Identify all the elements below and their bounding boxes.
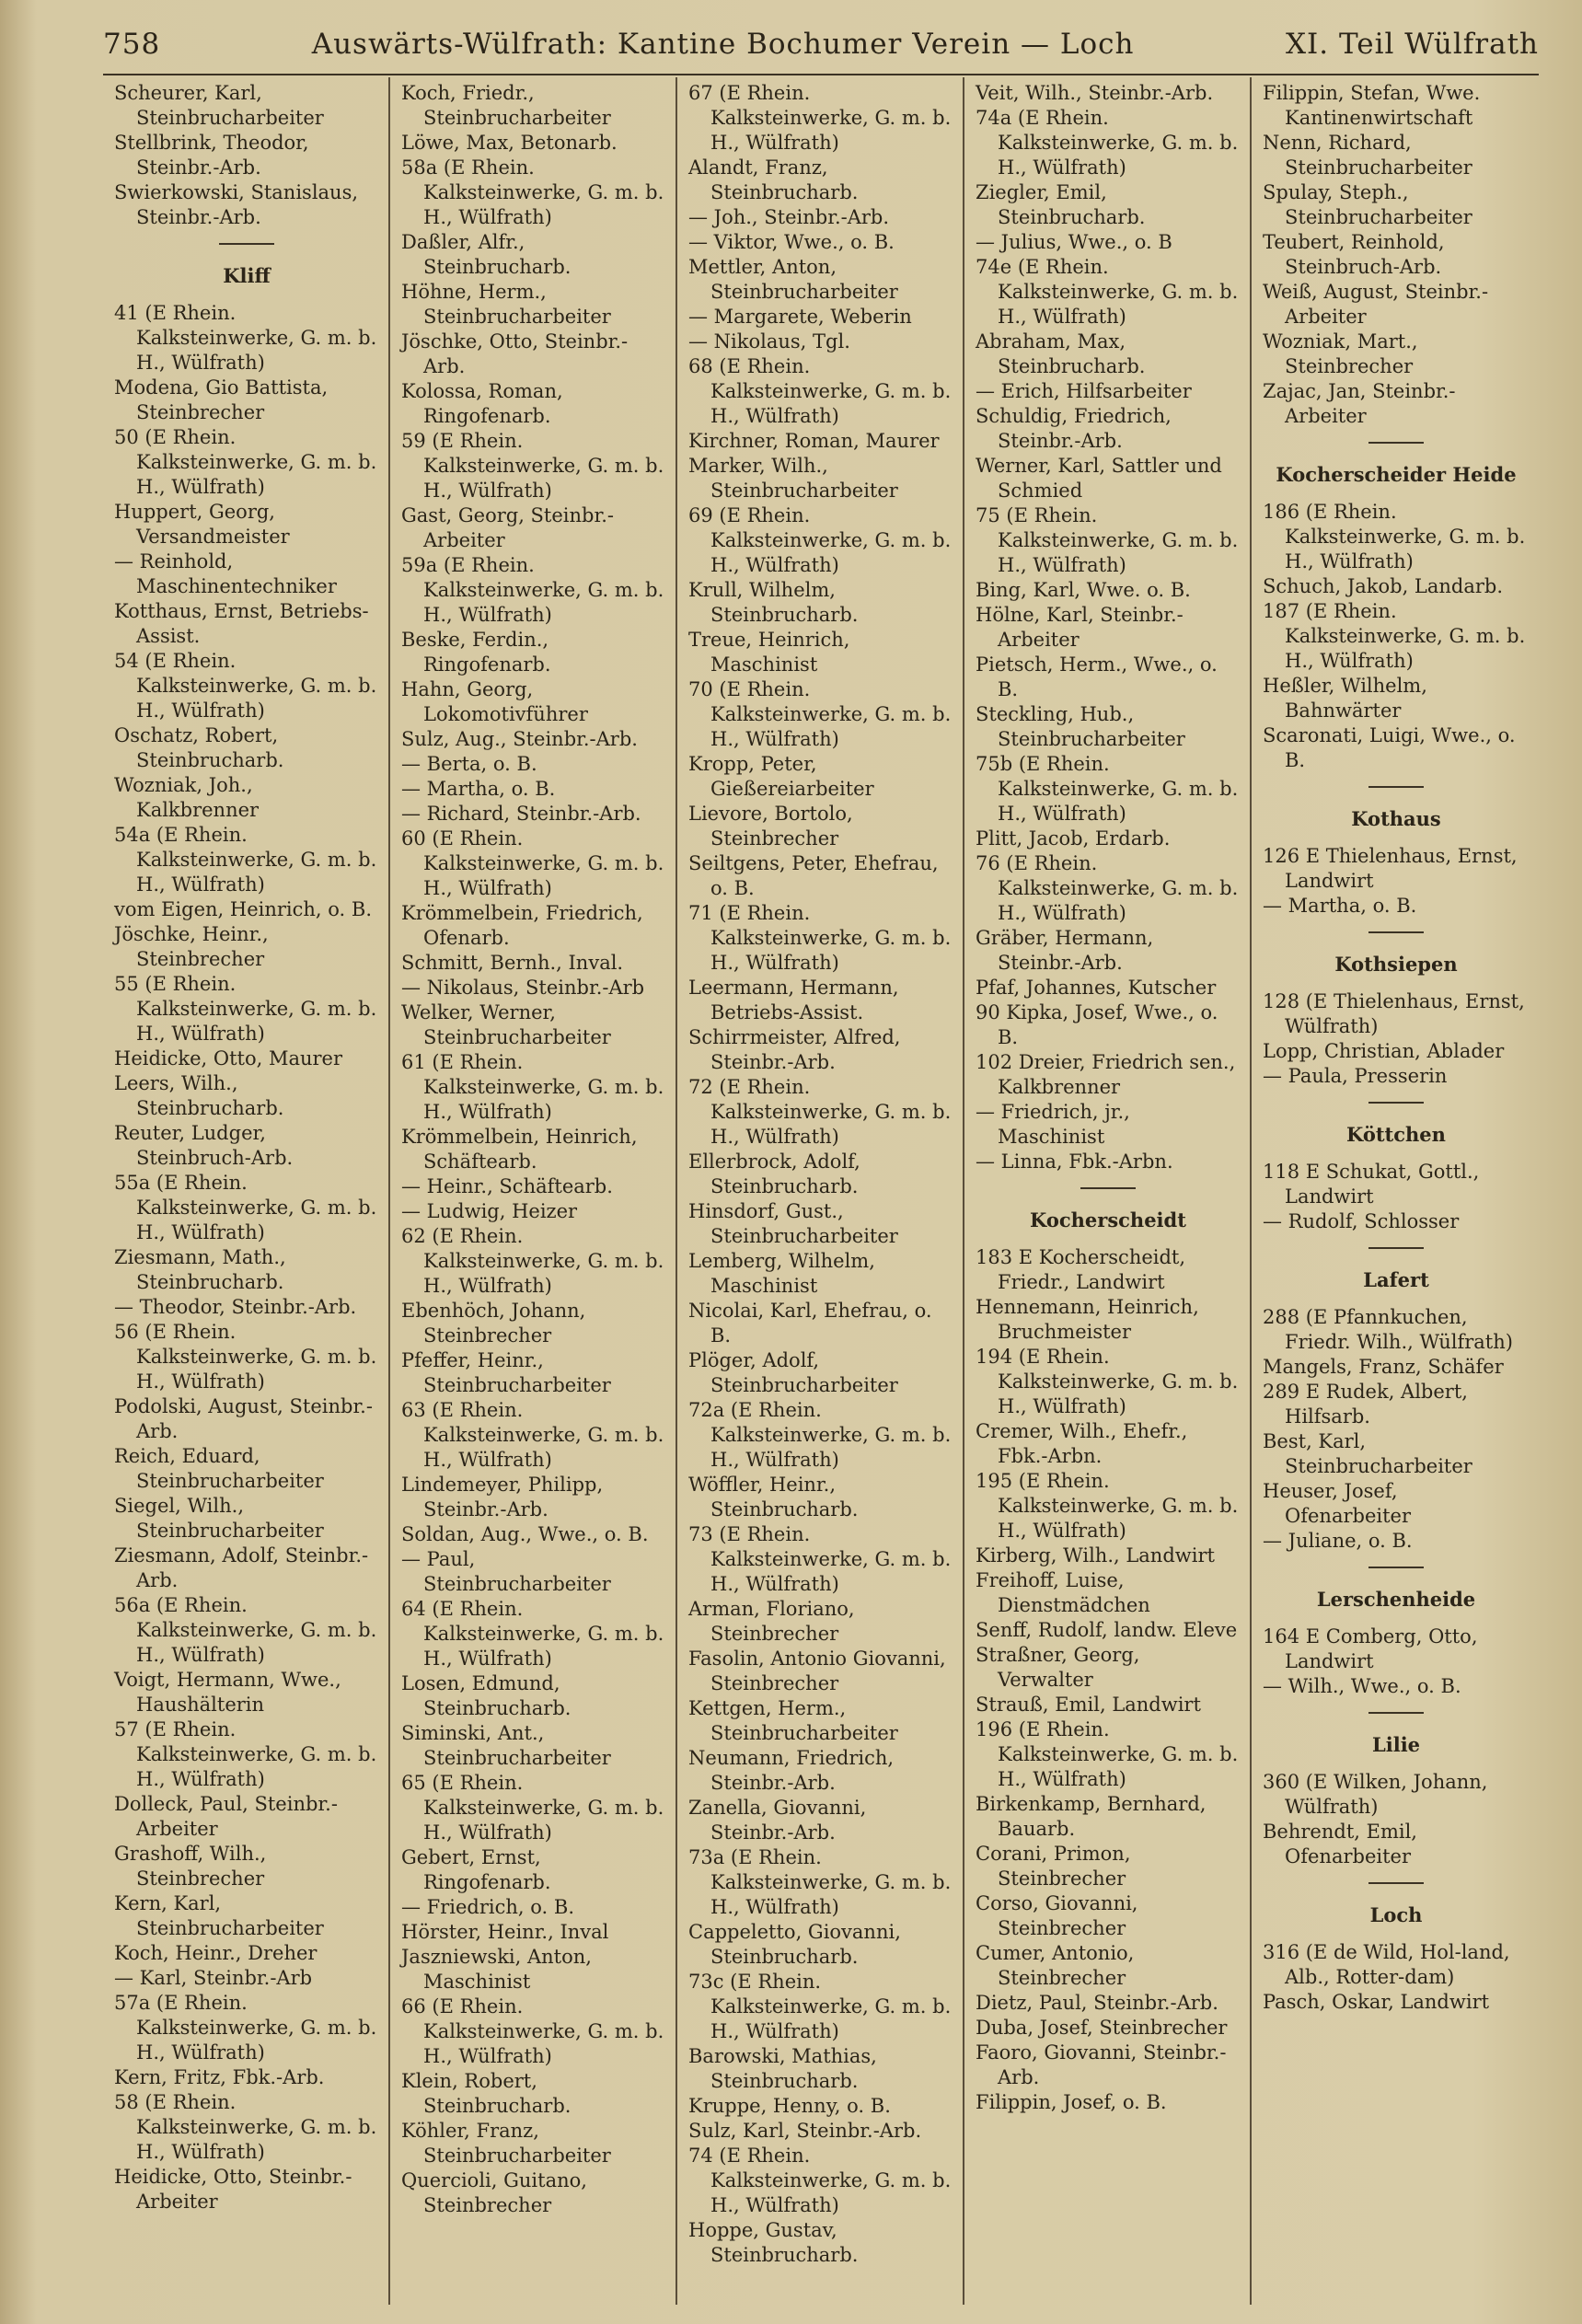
directory-entry: Schmitt, Bernh., Inval. [401,952,624,974]
directory-entry: — Heinr., Schäftearb. [401,1175,613,1197]
directory-entry: Weiß, August, Steinbr.-Arbeiter [1263,281,1489,328]
directory-entry: Treue, Heinrich, Maschinist [688,629,850,676]
directory-entry: — Wilh., Wwe., o. B. [1263,1675,1461,1697]
directory-entry: Faoro, Giovanni, Steinbr.-Arb. [976,2041,1227,2088]
directory-entry: Straßner, Georg, Verwalter [976,1644,1140,1691]
directory-entry: — Julius, Wwe., o. B [976,231,1172,253]
directory-entry: 55a (E Rhein. Kalksteinwerke, G. m. b. H., Wülfrath) [114,1172,377,1243]
directory-entry: Veit, Wilh., Steinbr.-Arb. [976,82,1214,104]
directory-entry: Neumann, Friedrich, Steinbr.-Arb. [688,1747,895,1794]
directory-entry: 73c (E Rhein. Kalksteinwerke, G. m. b. H., Wülfrath) [688,1971,952,2042]
directory-entry: Hahn, Georg, Lokomotivführer [401,678,588,725]
directory-entry: Pasch, Oskar, Landwirt [1263,1991,1490,2013]
directory-entry: Steckling, Hub., Steinbrucharbeiter [976,703,1185,750]
directory-entry: Voigt, Hermann, Wwe., Haushälterin [114,1669,341,1716]
directory-entry: Kirchner, Roman, Maurer [688,430,940,452]
directory-entry: Heuser, Josef, Ofenarbeiter [1263,1480,1411,1527]
directory-entry: Zanella, Giovanni, Steinbr.-Arb. [688,1797,867,1844]
directory-entry: Heidicke, Otto, Steinbr.-Arbeiter [114,2166,352,2213]
directory-entry: 54 (E Rhein. Kalksteinwerke, G. m. b. H., Wülfrath) [114,650,377,722]
directory-entry: 56 (E Rhein. Kalksteinwerke, G. m. b. H., Wülfrath) [114,1321,377,1393]
directory-entry: Bing, Karl, Wwe. o. B. [976,579,1191,601]
directory-entry: Jöschke, Heinr., Steinbrecher [114,923,269,970]
directory-entry: Mangels, Franz, Schäfer [1263,1356,1504,1378]
directory-entry: Daßler, Alfr., Steinbrucharb. [401,231,572,278]
directory-entry: Teubert, Reinhold, Steinbruch-Arb. [1263,231,1445,278]
directory-entry: Grashoff, Wilh., Steinbrecher [114,1843,267,1890]
directory-entry: Wozniak, Joh., Kalkbrenner [114,774,260,821]
directory-entry: 74 (E Rhein. Kalksteinwerke, G. m. b. H., Wülfrath) [688,2145,952,2216]
directory-entry: Hörster, Heinr., Inval [401,1921,609,1943]
directory-entry: Corso, Giovanni, Steinbrecher [976,1892,1138,1939]
directory-entry: 64 (E Rhein. Kalksteinwerke, G. m. b. H., Wülfrath) [401,1598,664,1670]
page-header [103,17,1539,72]
directory-entry: Leers, Wilh., Steinbrucharb. [114,1072,284,1119]
directory-entry: 59 (E Rhein. Kalksteinwerke, G. m. b. H., Wülfrath) [401,430,664,502]
directory-entry: 288 (E Pfannkuchen, Friedr. Wilh., Wülfrath) [1263,1306,1513,1353]
directory-entry: 187 (E Rhein. Kalksteinwerke, G. m. b. H., Wülfrath) [1263,600,1526,672]
directory-entry: Krömmelbein, Heinrich, Schäftearb. [401,1126,638,1173]
header-rule [103,74,1539,75]
directory-entry: Huppert, Georg, Versandmeister [114,501,290,548]
directory-entry: 74e (E Rhein. Kalksteinwerke, G. m. b. H., Wülfrath) [976,256,1239,328]
directory-entry: Nicolai, Karl, Ehefrau, o. B. [688,1300,932,1347]
directory-entry: 59a (E Rhein. Kalksteinwerke, G. m. b. H., Wülfrath) [401,554,664,626]
directory-entry: — Ludwig, Heizer [401,1200,578,1222]
directory-entry: Ziegler, Emil, Steinbrucharb. [976,181,1146,228]
directory-entry: — Joh., Steinbr.-Arb. [688,206,890,228]
directory-entry: 164 E Comberg, Otto, Landwirt [1263,1625,1478,1672]
directory-entry: Köhler, Franz, Steinbrucharbeiter [401,2120,611,2167]
directory-columns [103,77,1539,2305]
section-separator [219,243,274,245]
section-separator [1368,931,1424,933]
directory-entry: Cappeletto, Giovanni, Steinbrucharb. [688,1921,901,1968]
directory-entry: 183 E Kocherscheidt, Friedr., Landwirt [976,1246,1186,1293]
directory-entry: 56a (E Rhein. Kalksteinwerke, G. m. b. H., Wülfrath) [114,1594,377,1666]
directory-entry: Spulay, Steph., Steinbrucharbeiter [1263,181,1472,228]
directory-entry: Filippin, Josef, o. B. [976,2091,1167,2113]
directory-entry: Behrendt, Emil, Ofenarbeiter [1263,1821,1417,1867]
directory-entry: Dolleck, Paul, Steinbr.-Arbeiter [114,1793,338,1840]
directory-entry: Pfaf, Johannes, Kutscher [976,977,1217,999]
directory-entry: — Friedrich, jr., Maschinist [976,1101,1130,1148]
directory-entry: Quercioli, Guitano, Steinbrecher [401,2169,587,2216]
directory-entry: 54a (E Rhein. Kalksteinwerke, G. m. b. H., Wülfrath) [114,824,377,896]
directory-entry: Plöger, Adolf, Steinbrucharbeiter [688,1349,898,1396]
directory-entry: Kotthaus, Ernst, Betriebs-Assist. [114,600,369,647]
section-heading: Lafert [1363,1268,1429,1291]
directory-entry: Löwe, Max, Betonarb. [401,132,618,154]
directory-entry: Beske, Ferdin., Ringofenarb. [401,629,551,676]
directory-entry: Leermann, Hermann, Betriebs-Assist. [688,977,899,1023]
directory-entry: Freihoff, Luise, Dienstmädchen [976,1569,1150,1616]
page-number: 758 [103,28,161,61]
directory-entry: 73a (E Rhein. Kalksteinwerke, G. m. b. H., Wülfrath) [688,1846,952,1918]
directory-entry: Dietz, Paul, Steinbr.-Arb. [976,1992,1218,2014]
directory-entry: Klein, Robert, Steinbrucharb. [401,2070,572,2117]
directory-entry: Gast, Georg, Steinbr.-Arbeiter [401,504,614,551]
directory-entry: Welker, Werner, Steinbrucharbeiter [401,1001,611,1048]
directory-entry: Pietsch, Herm., Wwe., o. B. [976,653,1218,700]
directory-entry: 50 (E Rhein. Kalksteinwerke, G. m. b. H., Wülfrath) [114,426,377,498]
directory-entry: 63 (E Rhein. Kalksteinwerke, G. m. b. H., Wülfrath) [401,1399,664,1471]
directory-entry: 316 (E de Wild, Hol-land, Alb., Rotter-dam) [1263,1941,1510,1988]
directory-entry: — Martha, o. B. [401,778,556,800]
directory-entry: 57a (E Rhein. Kalksteinwerke, G. m. b. H., Wülfrath) [114,1992,377,2064]
directory-entry: Filippin, Stefan, Wwe. Kantinenwirtschaft [1263,82,1481,129]
directory-entry: 69 (E Rhein. Kalksteinwerke, G. m. b. H., Wülfrath) [688,504,952,576]
directory-entry: Seiltgens, Peter, Ehefrau, o. B. [688,852,939,899]
directory-entry: 128 (E Thielenhaus, Ernst, Wülfrath) [1263,990,1525,1037]
section-heading: Kocherscheidt [1030,1208,1186,1231]
directory-entry: Pfeffer, Heinr., Steinbrucharbeiter [401,1349,611,1396]
directory-entry: 118 E Schukat, Gottl., Landwirt [1263,1161,1480,1208]
directory-entry: Kropp, Peter, Gießereiarbeiter [688,753,874,800]
directory-entry: Modena, Gio Battista, Steinbrecher [114,376,329,423]
directory-entry: Ellerbrock, Adolf, Steinbrucharb. [688,1150,860,1197]
directory-entry: Schirrmeister, Alfred, Steinbr.-Arb. [688,1026,901,1073]
directory-entry: 195 (E Rhein. Kalksteinwerke, G. m. b. H., Wülfrath) [976,1470,1239,1542]
directory-entry: 68 (E Rhein. Kalksteinwerke, G. m. b. H., Wülfrath) [688,355,952,427]
directory-entry: — Viktor, Wwe., o. B. [688,231,895,253]
directory-entry: Lemberg, Wilhelm, Maschinist [688,1250,875,1297]
directory-entry: 73 (E Rhein. Kalksteinwerke, G. m. b. H., Wülfrath) [688,1523,952,1595]
directory-entry: 65 (E Rhein. Kalksteinwerke, G. m. b. H., Wülfrath) [401,1772,664,1844]
directory-entry: 57 (E Rhein. Kalksteinwerke, G. m. b. H., Wülfrath) [114,1718,377,1790]
directory-entry: Krull, Wilhelm, Steinbrucharb. [688,579,859,626]
directory-entry: Cremer, Wilh., Ehefr., Fbk.-Arbn. [976,1420,1188,1467]
directory-entry: Reuter, Ludger, Steinbruch-Arb. [114,1122,294,1169]
directory-entry: — Linna, Fbk.-Arbn. [976,1150,1173,1173]
directory-entry: 58a (E Rhein. Kalksteinwerke, G. m. b. H., Wülfrath) [401,156,664,228]
running-title: Auswärts-Wülfrath: Kantine Bochumer Verein — Loch [311,28,1135,61]
section-separator [1080,1187,1136,1189]
directory-entry: — Karl, Steinbr.-Arb [114,1967,313,1989]
directory-entry: 76 (E Rhein. Kalksteinwerke, G. m. b. H., Wülfrath) [976,852,1239,924]
directory-entry: — Rudolf, Schlosser [1263,1210,1460,1232]
directory-entry: Fasolin, Antonio Giovanni, Steinbrecher [688,1648,946,1694]
column-2 [390,77,677,2305]
directory-entry: Wöffler, Heinr., Steinbrucharb. [688,1474,859,1520]
directory-entry: Schuch, Jakob, Landarb. [1263,575,1504,597]
directory-entry: Heidicke, Otto, Maurer [114,1047,343,1070]
directory-entry: Hoppe, Gustav, Steinbrucharb. [688,2219,859,2266]
directory-entry: 72 (E Rhein. Kalksteinwerke, G. m. b. H., Wülfrath) [688,1076,952,1148]
directory-entry: Siegel, Wilh., Steinbrucharbeiter [114,1495,324,1542]
section-heading: Loch [1369,1903,1423,1926]
directory-entry: Scaronati, Luigi, Wwe., o. B. [1263,724,1516,771]
directory-entry: Kern, Karl, Steinbrucharbeiter [114,1892,324,1939]
directory-entry: 74a (E Rhein. Kalksteinwerke, G. m. b. H., Wülfrath) [976,107,1239,179]
directory-entry: Hennemann, Heinrich, Bruchmeister [976,1296,1199,1343]
directory-entry: Alandt, Franz, Steinbrucharb. [688,156,859,203]
section-heading: Lerschenheide [1316,1588,1476,1611]
directory-entry: Koch, Friedr., Steinbrucharbeiter [401,82,611,129]
directory-entry: Hölne, Karl, Steinbr.-Arbeiter [976,604,1184,651]
section-heading: Köttchen [1346,1123,1446,1146]
directory-entry: Corani, Primon, Steinbrecher [976,1843,1131,1890]
directory-entry: — Nikolaus, Steinbr.-Arb [401,977,645,999]
directory-entry: Ziesmann, Adolf, Steinbr.-Arb. [114,1544,369,1591]
directory-entry: Lievore, Bortolo, Steinbrecher [688,803,853,850]
directory-entry: Abraham, Max, Steinbrucharb. [976,330,1146,377]
directory-entry: Marker, Wilh., Steinbrucharbeiter [688,455,898,502]
directory-entry: Senff, Rudolf, landw. Eleve [976,1619,1238,1641]
directory-entry: Kettgen, Herm., Steinbrucharbeiter [688,1697,898,1744]
directory-entry: — Berta, o. B. [401,753,537,775]
directory-entry: Jaszniewski, Anton, Maschinist [401,1946,592,1993]
section-label: XI. Teil Wülfrath [1285,28,1539,61]
directory-entry: Wozniak, Mart., Steinbrecher [1263,330,1418,377]
directory-entry: Arman, Floriano, Steinbrecher [688,1598,855,1645]
directory-entry: 58 (E Rhein. Kalksteinwerke, G. m. b. H., Wülfrath) [114,2091,377,2163]
section-separator [1368,1247,1424,1249]
column-5 [1252,77,1539,2305]
directory-entry: Best, Karl, Steinbrucharbeiter [1263,1430,1472,1477]
directory-entry: Heßler, Wilhelm, Bahnwärter [1263,675,1427,722]
section-separator [1368,1712,1424,1714]
directory-entry: — Paula, Presserin [1263,1065,1448,1087]
directory-entry: Ebenhöch, Johann, Steinbrecher [401,1300,586,1347]
section-heading: Lilie [1371,1733,1421,1756]
directory-entry: — Erich, Hilfsarbeiter [976,380,1192,402]
directory-entry: Losen, Edmund, Steinbrucharb. [401,1672,572,1719]
section-separator [1368,442,1424,444]
directory-entry: Barowski, Mathias, Steinbrucharb. [688,2045,877,2092]
directory-entry: 196 (E Rhein. Kalksteinwerke, G. m. b. H., Wülfrath) [976,1718,1239,1790]
directory-entry: 360 (E Wilken, Johann, Wülfrath) [1263,1771,1488,1818]
directory-entry: Scheurer, Karl, Steinbrucharbeiter [114,82,324,129]
directory-entry: — Margarete, Weberin [688,306,912,328]
directory-entry: 75 (E Rhein. Kalksteinwerke, G. m. b. H., Wülfrath) [976,504,1239,576]
directory-entry: — Paul, Steinbrucharbeiter [401,1548,611,1595]
directory-entry: — Friedrich, o. B. [401,1896,574,1918]
directory-entry: Höhne, Herm., Steinbrucharbeiter [401,281,611,328]
directory-entry: 90 Kipka, Josef, Wwe., o. B. [976,1001,1218,1048]
directory-entry: 72a (E Rhein. Kalksteinwerke, G. m. b. H., Wülfrath) [688,1399,952,1471]
directory-entry: Werner, Karl, Sattler und Schmied [976,455,1222,502]
column-1 [103,77,390,2305]
directory-entry: Mettler, Anton, Steinbrucharbeiter [688,256,898,303]
directory-entry: Jöschke, Otto, Steinbr.-Arb. [401,330,629,377]
directory-entry: 289 E Rudek, Albert, Hilfsarb. [1263,1381,1468,1428]
directory-entry: 60 (E Rhein. Kalksteinwerke, G. m. b. H., Wülfrath) [401,827,664,899]
directory-entry: vom Eigen, Heinrich, o. B. [114,898,372,920]
directory-entry: Sulz, Karl, Steinbr.-Arb. [688,2120,922,2142]
directory-entry: 75b (E Rhein. Kalksteinwerke, G. m. b. H., Wülfrath) [976,753,1239,825]
directory-entry: Strauß, Emil, Landwirt [976,1694,1201,1716]
directory-entry: Kern, Fritz, Fbk.-Arb. [114,2066,325,2088]
section-separator [1368,1567,1424,1568]
directory-entry: — Reinhold, Maschinentechniker [114,550,337,597]
directory-entry: Sulz, Aug., Steinbr.-Arb. [401,728,638,750]
directory-entry: Koch, Heinr., Dreher [114,1942,318,1964]
directory-entry: Stellbrink, Theodor, Steinbr.-Arb. [114,132,309,179]
directory-entry: Krömmelbein, Friedrich, Ofenarb. [401,902,643,949]
directory-entry: 67 (E Rhein. Kalksteinwerke, G. m. b. H., Wülfrath) [688,82,952,154]
section-heading: Kliff [223,264,271,287]
directory-entry: — Martha, o. B. [1263,895,1417,917]
directory-entry: 194 (E Rhein. Kalksteinwerke, G. m. b. H., Wülfrath) [976,1346,1239,1417]
directory-entry: — Richard, Steinbr.-Arb. [401,803,641,825]
directory-entry: Cumer, Antonio, Steinbrecher [976,1942,1135,1989]
directory-entry: 126 E Thielenhaus, Ernst, Landwirt [1263,845,1518,892]
section-separator [1368,786,1424,788]
directory-entry: Podolski, August, Steinbr.-Arb. [114,1395,373,1442]
directory-entry: Duba, Josef, Steinbrecher [976,2017,1228,2039]
directory-entry: 62 (E Rhein. Kalksteinwerke, G. m. b. H., Wülfrath) [401,1225,664,1297]
column-4 [964,77,1252,2305]
directory-entry: Nenn, Richard, Steinbrucharbeiter [1263,132,1472,179]
section-heading: Kocherscheider Heide [1276,463,1517,486]
directory-entry: Plitt, Jacob, Erdarb. [976,827,1171,850]
directory-entry: 102 Dreier, Friedrich sen., Kalkbrenner [976,1051,1236,1098]
section-heading: Kothaus [1351,807,1441,830]
directory-entry: Kirberg, Wilh., Landwirt [976,1544,1215,1567]
directory-entry: Hinsdorf, Gust., Steinbrucharbeiter [688,1200,898,1247]
directory-entry: Gräber, Hermann, Steinbr.-Arb. [976,927,1154,974]
directory-entry: Kolossa, Roman, Ringofenarb. [401,380,563,427]
directory-entry: Oschatz, Robert, Steinbrucharb. [114,724,284,771]
directory-entry: — Juliane, o. B. [1263,1530,1413,1552]
directory-entry: Gebert, Ernst, Ringofenarb. [401,1846,551,1893]
directory-entry: 70 (E Rhein. Kalksteinwerke, G. m. b. H., Wülfrath) [688,678,952,750]
directory-entry: Birkenkamp, Bernhard, Bauarb. [976,1793,1207,1840]
directory-entry: 61 (E Rhein. Kalksteinwerke, G. m. b. H., Wülfrath) [401,1051,664,1123]
directory-entry: Kruppe, Henny, o. B. [688,2095,891,2117]
directory-entry: 66 (E Rhein. Kalksteinwerke, G. m. b. H., Wülfrath) [401,1995,664,2067]
directory-entry: — Theodor, Steinbr.-Arb. [114,1296,357,1318]
section-separator [1368,1102,1424,1104]
directory-entry: — Nikolaus, Tgl. [688,330,850,353]
directory-entry: 41 (E Rhein. Kalksteinwerke, G. m. b. H., Wülfrath) [114,302,377,374]
section-separator [1368,1882,1424,1884]
section-heading: Kothsiepen [1334,953,1458,976]
directory-entry: Siminski, Ant., Steinbrucharbeiter [401,1722,611,1769]
directory-entry: Soldan, Aug., Wwe., o. B. [401,1523,649,1545]
directory-entry: Reich, Eduard, Steinbrucharbeiter [114,1445,324,1492]
directory-entry: Lopp, Christian, Ablader [1263,1040,1505,1062]
directory-entry: Lindemeyer, Philipp, Steinbr.-Arb. [401,1474,604,1520]
column-3 [677,77,964,2305]
directory-entry: 71 (E Rhein. Kalksteinwerke, G. m. b. H., Wülfrath) [688,902,952,974]
directory-entry: Swierkowski, Stanislaus, Steinbr.-Arb. [114,181,359,228]
directory-entry: Zajac, Jan, Steinbr.-Arbeiter [1263,380,1456,427]
directory-entry: Schuldig, Friedrich, Steinbr.-Arb. [976,405,1172,452]
directory-entry: Ziesmann, Math., Steinbrucharb. [114,1246,286,1293]
directory-entry: 186 (E Rhein. Kalksteinwerke, G. m. b. H., Wülfrath) [1263,501,1526,572]
directory-entry: 55 (E Rhein. Kalksteinwerke, G. m. b. H., Wülfrath) [114,973,377,1045]
